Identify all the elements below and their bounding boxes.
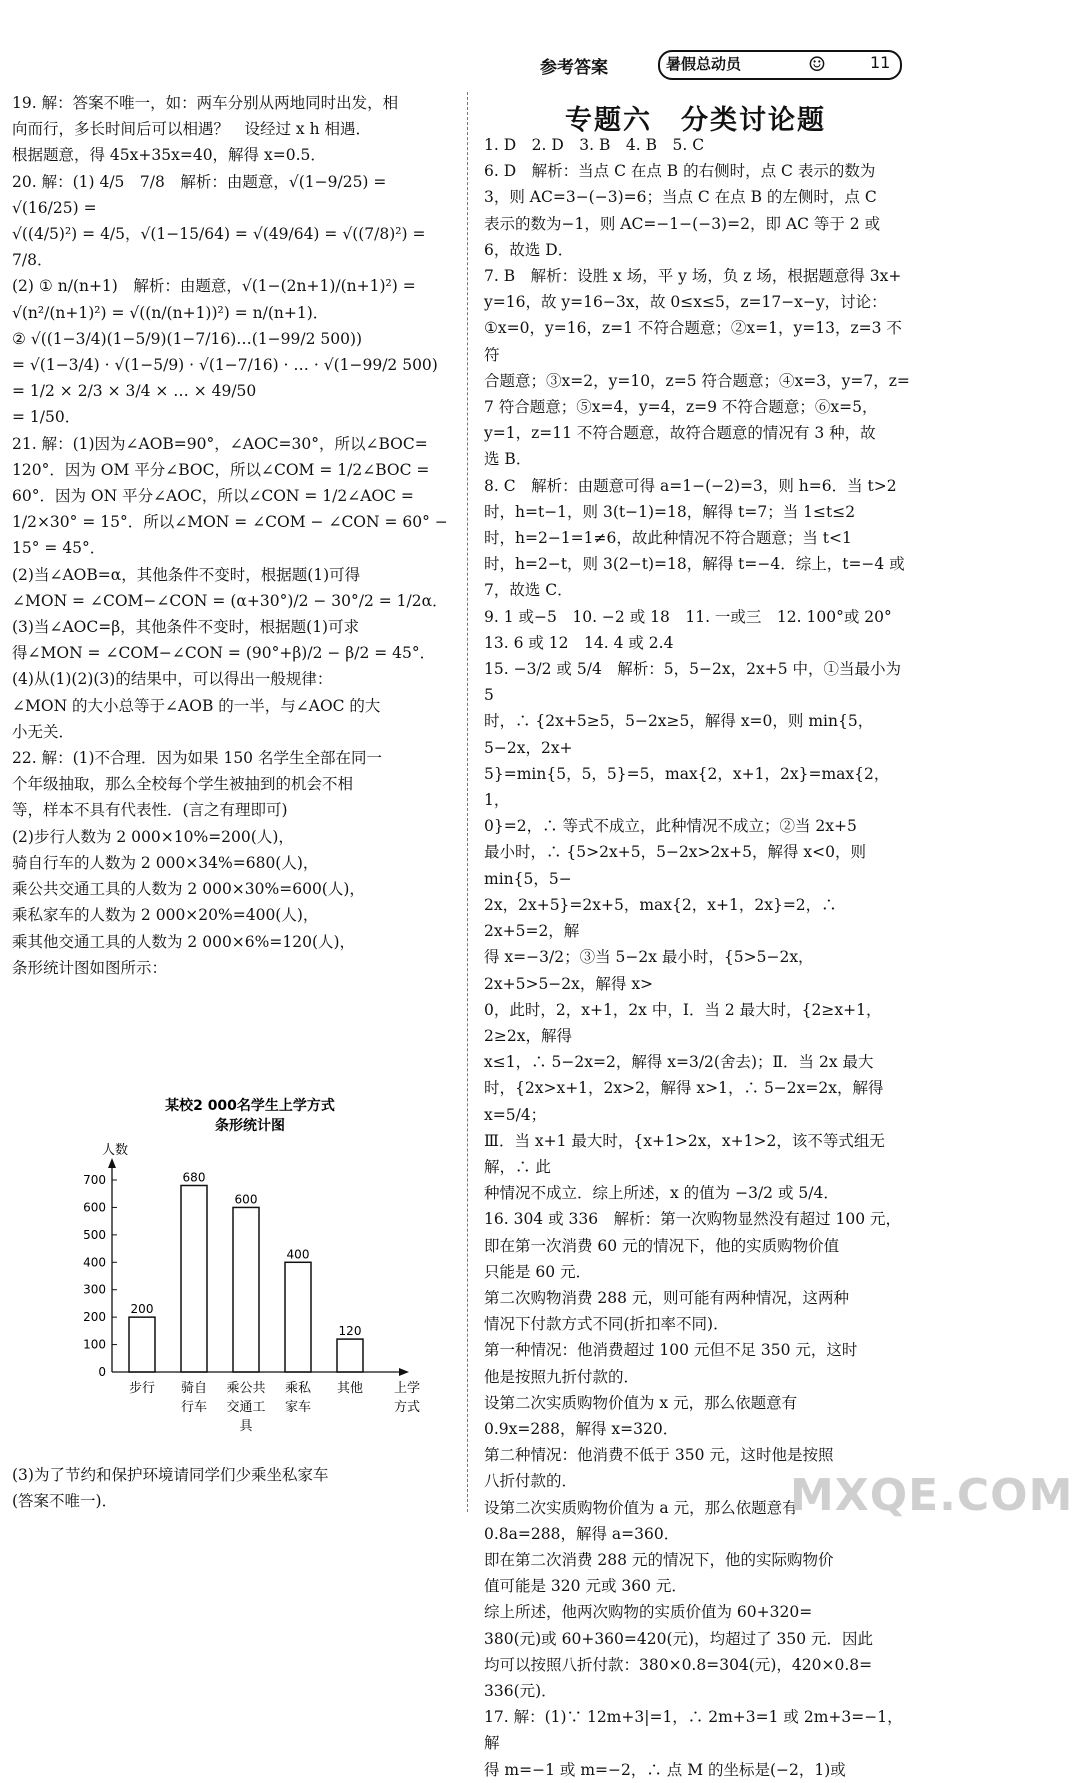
bar-value-label: 600	[234, 1192, 258, 1207]
left-text-line: 1/2×30° = 15°．所以∠MON = ∠COM − ∠CON = 60° −	[12, 513, 448, 532]
right-text-line: 1. D 2. D 3. B 4. B 5. C	[484, 136, 705, 154]
left-column	[12, 90, 450, 981]
right-text-line: 时，∴ {2x+5≥5，5−2x≥5，解得 x=0，则 min{5，5−2x，2x+	[484, 712, 874, 757]
y-tick-label: 600	[83, 1200, 106, 1215]
right-text-line: 15. −3/2 或 5/4 解析：5，5−2x，2x+5 中，①当最小为 5	[484, 660, 902, 705]
category-label: 行车	[180, 1400, 208, 1415]
right-text-line: ①x=0，y=16，z=1 不符合题意；②x=1，y=13，z=3 不符	[484, 319, 902, 364]
mascot-icon: ☺	[808, 52, 826, 76]
right-text-line: Ⅲ．当 x+1 最大时，{x+1>2x，x+1>2，该不等式组无解，∴ 此	[484, 1131, 885, 1176]
right-text-line: 合题意；③x=2，y=10，z=5 符合题意；④x=3，y=7，z=	[484, 371, 910, 390]
category-label: 具	[239, 1419, 253, 1434]
right-text-line: 设第二次实质购物价值为 x 元，那么依题意有	[484, 1393, 798, 1412]
left-text-line: (2)当∠AOB=α，其他条件不变时，根据题(1)可得	[12, 565, 361, 584]
x-axis-arrow	[399, 1368, 409, 1376]
right-text-line: 值可能是 320 元或 360 元．	[484, 1577, 687, 1596]
right-text-line: 7，故选 C．	[484, 581, 573, 600]
left-text-line: = 1/50．	[12, 408, 81, 427]
category-label: 家车	[284, 1400, 312, 1415]
right-text-line: 0}=2，∴ 等式不成立，此种情况不成立；②当 2x+5	[484, 817, 857, 836]
left-bottom-text-line: (3)为了节约和保护环境请同学们少乘坐私家车	[12, 1466, 329, 1484]
left-text-line: 骑自行车的人数为 2 000×34%=680(人)，	[12, 853, 319, 872]
right-text-line: 他是按照九折付款的．	[484, 1367, 640, 1386]
category-label: 乘公共	[226, 1381, 266, 1396]
right-text-line: 8. C 解析：由题意可得 a=1−(−2)=3，则 h=6．当 t>2	[484, 476, 897, 495]
right-text-line: 时，h=2−t，则 3(2−t)=18，解得 t=−4．综上，t=−4 或	[484, 555, 905, 574]
left-text-line: 15° = 45°．	[12, 539, 106, 558]
y-axis-arrow	[108, 1158, 116, 1168]
bar-value-label: 680	[182, 1170, 206, 1185]
right-text-line: y=1，z=11 不符合题意，故符合题意的情况有 3 种，故	[484, 424, 876, 443]
left-text-line: ∠MON 的大小总等于∠AOB 的一半，与∠AOC 的大	[12, 696, 381, 715]
left-text-line: (2) ① n/(n+1) 解析：由题意，√(1−(2n+1)/(n+1)²) =	[12, 277, 416, 296]
chart-subtitle: 条形统计图	[215, 1118, 285, 1134]
bar	[233, 1207, 259, 1372]
right-text-line: 即在第二次消费 288 元的情况下，他的实际购物价	[484, 1550, 834, 1569]
left-text-line: (3)当∠AOC=β，其他条件不变时，根据题(1)可求	[12, 618, 360, 637]
column-divider	[467, 92, 468, 1512]
x-axis-label: 方式	[393, 1400, 421, 1415]
right-text-line: 情况下付款方式不同(折扣率不同)．	[484, 1315, 729, 1334]
category-label: 乘私	[284, 1381, 312, 1396]
left-text-line: 20. 解：(1) 4/5 7/8 解析：由题意，√(1−9/25) = √(16/25) =	[12, 172, 387, 217]
right-text-line: 八折付款的．	[484, 1472, 578, 1491]
right-text-line: 0，此时，2，x+1，2x 中，Ⅰ．当 2 最大时，{2≥x+1，2≥2x，解得	[484, 1000, 882, 1045]
left-text-line: 21. 解：(1)因为∠AOB=90°，∠AOC=30°，所以∠BOC=	[12, 434, 428, 453]
y-tick-label: 500	[83, 1227, 106, 1242]
right-text-line: y=16，故 y=16−3x，故 0≤x≤5，z=17−x−y，讨论：	[484, 293, 887, 312]
category-label: 交通工	[226, 1400, 266, 1415]
left-text-line: 小无关．	[12, 722, 75, 741]
bar	[337, 1339, 363, 1372]
left-text-line: 乘其他交通工具的人数为 2 000×6%=120(人)，	[12, 932, 356, 951]
answers-label: 参考答案	[540, 58, 608, 78]
right-text-line: 7. B 解析：设胜 x 场，平 y 场，负 z 场，根据题意得 3x+	[484, 267, 902, 286]
right-text-line: 6，故选 D．	[484, 240, 574, 259]
right-text-line: 第二次购物消费 288 元，则可能有两种情况，这两种	[484, 1288, 849, 1307]
right-text-line: 选 B．	[484, 450, 532, 469]
right-text-line: 5}=min{5，5，5}=5，max{2，x+1，2x}=max{2，1，	[484, 764, 890, 810]
watermark: MXQE.COM	[790, 1470, 1073, 1521]
section-title: 专题六 分类讨论题	[565, 105, 826, 136]
left-text-line: 乘私家车的人数为 2 000×20%=400(人)，	[12, 906, 319, 925]
chart-plot	[83, 1158, 420, 1434]
right-text-line: 17. 解：(1)∵ 12m+3|=1，∴ 2m+3=1 或 2m+3=−1，解	[484, 1708, 903, 1753]
book-label: 暑假总动员	[666, 55, 742, 73]
right-text-line: 2x，2x+5}=2x+5，max{2，x+1，2x}=2，∴ 2x+5=2，解	[484, 895, 837, 941]
left-bottom-text-line: (答案不唯一)．	[12, 1492, 118, 1511]
right-text-line: 最小时，∴ {5>2x+5，5−2x>2x+5，解得 x<0，则 min{5，5−	[484, 843, 866, 888]
left-text-line: (2)步行人数为 2 000×10%=200(人)，	[12, 827, 294, 846]
right-text-line: 时，h=t−1，则 3(t−1)=18，解得 t=7；当 1≤t≤2	[484, 502, 856, 521]
bar	[129, 1317, 155, 1372]
y-tick-label: 200	[83, 1310, 106, 1325]
page-number: 11	[870, 53, 891, 72]
left-bottom-text	[12, 1462, 452, 1514]
left-text-line: √(n²/(n+1)²) = √((n/(n+1))²) = n/(n+1)．	[12, 303, 329, 322]
left-text-line: (4)从(1)(2)(3)的结果中，可以得出一般规律：	[12, 670, 333, 689]
left-text-line: = √(1−3/4) · √(1−5/9) · √(1−7/16) · … · √(1−99/2 500)	[12, 356, 438, 375]
right-text-line: 第二种情况：他消费不低于 350 元，这时他是按照	[484, 1446, 834, 1465]
right-text-line: 380(元)或 60+360=420(元)，均超过了 350 元．因此	[484, 1629, 874, 1648]
category-label: 步行	[128, 1381, 156, 1396]
left-text-line: 19. 解：答案不唯一，如：两车分别从两地同时出发，相	[12, 94, 399, 112]
bar-value-label: 400	[286, 1247, 310, 1262]
right-text-line: 0.8a=288，解得 a=360．	[484, 1524, 680, 1543]
bar-value-label: 200	[130, 1302, 154, 1317]
bar-value-label: 120	[338, 1324, 362, 1339]
left-text-line: 等，样本不具有代表性．(言之有理即可)	[12, 801, 288, 820]
bar-chart	[60, 1094, 440, 1454]
left-text-line: 条形统计图如图所示：	[12, 958, 168, 977]
right-text-line: 即在第一次消费 60 元的情况下，他的实质购物价值	[484, 1236, 840, 1255]
right-text-line: 种情况不成立．综上所述，x 的值为 −3/2 或 5/4．	[484, 1184, 839, 1203]
y-tick-label: 400	[83, 1255, 106, 1270]
page-header	[540, 50, 902, 80]
right-text-line: 0.9x=288，解得 x=320．	[484, 1419, 679, 1438]
left-text-line: = 1/2 × 2/3 × 3/4 × … × 49/50	[12, 382, 257, 401]
left-text-line: ② √((1−3/4)(1−5/9)(1−7/16)…(1−99/2 500))	[12, 329, 363, 348]
left-text-line: 120°．因为 OM 平分∠BOC，所以∠COM = 1/2∠BOC =	[12, 460, 430, 479]
y-tick-label: 0	[98, 1365, 106, 1379]
right-text-line: 第一种情况：他消费超过 100 元但不足 350 元，这时	[484, 1341, 858, 1360]
left-text-line: 个年级抽取，那么全校每个学生被抽到的机会不相	[12, 775, 354, 794]
bar	[285, 1262, 311, 1372]
right-text-line: 设第二次实质购物价值为 a 元，那么依题意有	[484, 1498, 798, 1517]
chart-title: 某校2 000名学生上学方式	[165, 1098, 335, 1114]
right-text-line: 7 符合题意；⑤x=4，y=4，z=9 不符合题意；⑥x=5，	[484, 398, 878, 417]
left-text-line: 向而行，多长时间后可以相遇？ 设经过 x h 相遇．	[12, 120, 372, 139]
x-axis-label: 上学	[393, 1381, 421, 1396]
right-text-line: 16. 304 或 336 解析：第一次购物显然没有超过 100 元，	[484, 1210, 902, 1229]
right-text-line: 只能是 60 元．	[484, 1262, 592, 1281]
left-text-line: √((4/5)²) = 4/5，√(1−15/64) = √(49/64) = √((7/8)²) = 7/8．	[12, 225, 426, 270]
y-tick-label: 100	[83, 1337, 106, 1352]
y-tick-label: 300	[83, 1282, 106, 1297]
right-text-line: 得 m=−1 或 m=−2，∴ 点 M 的坐标是(−2，1)或	[484, 1760, 846, 1779]
right-text-line: 时，{2x>x+1，2x>2，解得 x>1，∴ 5−2x=2x，解得 x=5/4；	[484, 1079, 884, 1124]
right-text-line: 均可以按照八折付款：380×0.8=304(元)，420×0.8=	[484, 1655, 873, 1674]
right-text-line: 336(元)．	[484, 1681, 557, 1700]
left-text-line: 得∠MON = ∠COM−∠CON = (90°+β)/2 − β/2 = 45°．	[12, 644, 436, 663]
right-text-line: 表示的数为−1，则 AC=−1−(−3)=2，即 AC 等于 2 或	[484, 214, 881, 233]
right-text-line: 9. 1 或−5 10. −2 或 18 11. 一或三 12. 100°或 20°	[484, 607, 892, 626]
right-column	[484, 132, 914, 1783]
right-text-line: 6. D 解析：当点 C 在点 B 的右侧时，点 C 表示的数为	[484, 162, 876, 181]
right-text-line: 13. 6 或 12 14. 4 或 2.4	[484, 633, 674, 652]
y-tick-label: 700	[83, 1173, 106, 1187]
right-text-line: 3，则 AC=3−(−3)=6；当点 C 在点 B 的左侧时，点 C	[484, 188, 877, 207]
bar	[181, 1185, 207, 1372]
right-text-line: 时，h=2−1=1≠6，故此种情况不符合题意；当 t<1	[484, 529, 852, 548]
right-text-line: x≤1，∴ 5−2x=2，解得 x=3/2(舍去)；Ⅱ．当 2x 最大	[484, 1053, 874, 1072]
right-text-line: 得 x=−3/2；③当 5−2x 最小时，{5>5−2x，2x+5>5−2x，解得 x>	[484, 948, 814, 993]
left-text-line: ∠MON = ∠COM−∠CON = (α+30°)/2 − 30°/2 = 1/2α．	[12, 591, 448, 610]
left-text-line: 22. 解：(1)不合理．因为如果 150 名学生全部在同一	[12, 749, 382, 768]
left-text-line: 乘公共交通工具的人数为 2 000×30%=600(人)，	[12, 880, 365, 899]
left-text-line: 60°．因为 ON 平分∠AOC，所以∠CON = 1/2∠AOC =	[12, 487, 414, 506]
y-axis-label: 人数	[102, 1143, 129, 1158]
category-label: 骑自	[180, 1381, 208, 1396]
left-text-line: 根据题意，得 45x+35x=40，解得 x=0.5．	[12, 146, 326, 165]
category-label: 其他	[336, 1381, 364, 1396]
right-text-line: 综上所述，他两次购物的实质价值为 60+320=	[484, 1603, 813, 1622]
